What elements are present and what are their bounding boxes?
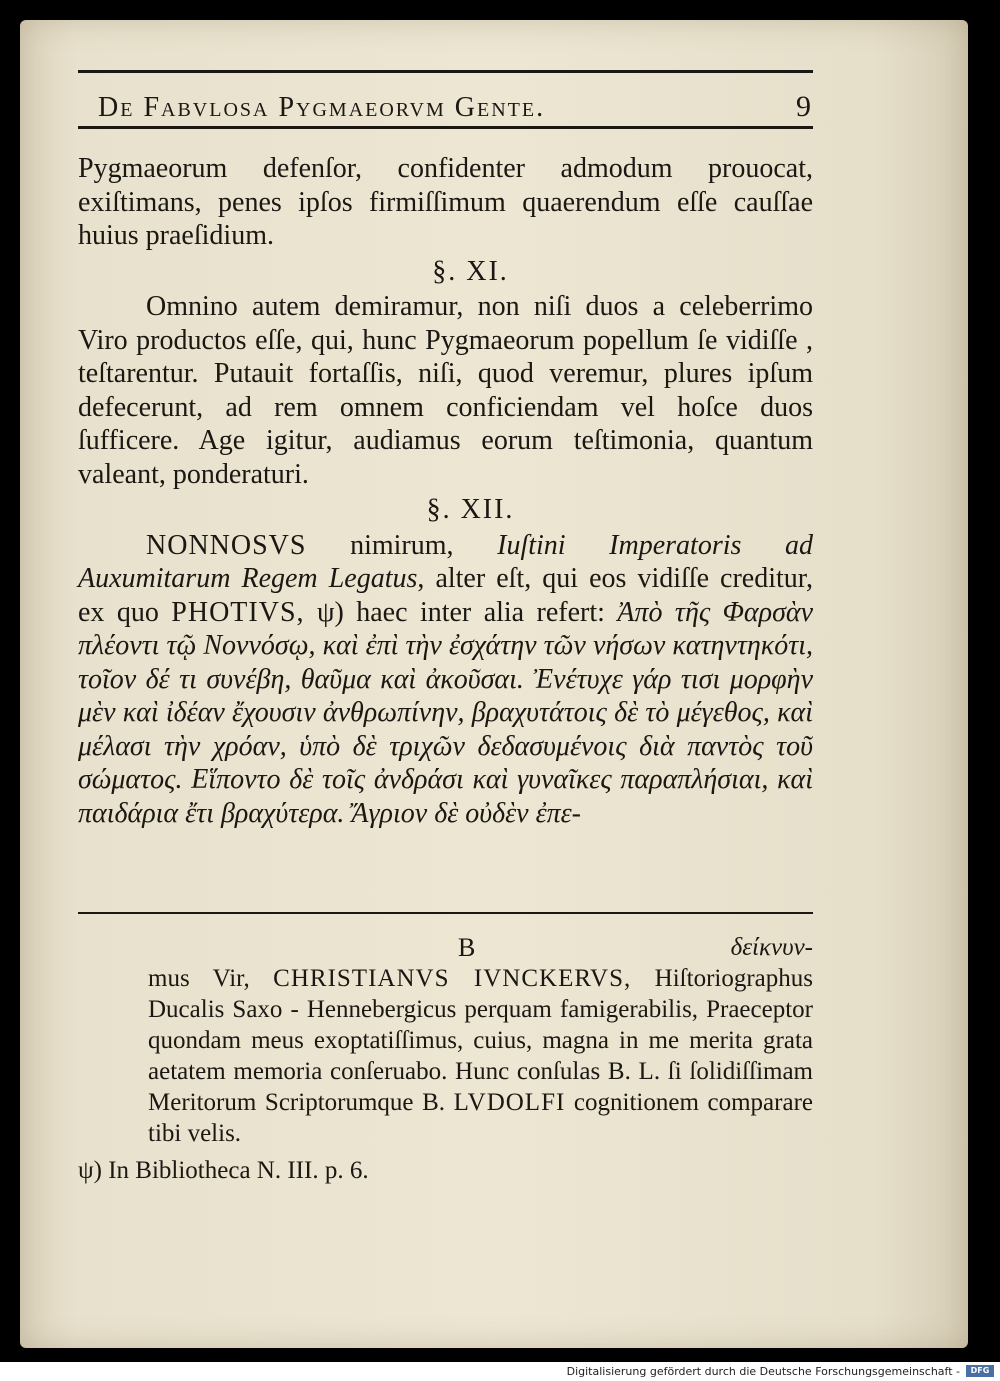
signature-mark: B bbox=[458, 933, 476, 962]
name-photius: PHOTIVS, bbox=[171, 596, 305, 628]
greek-quotation: Ἀπὸ τῆς Φαρσὰν πλέοντι τῷ Νοννόσῳ, καὶ ἐπὶ τὴν ἐσχάτην τῶν νήσων κατηντηκότι, τοῖον δέ τι συνέβη, θαῦμα καὶ ἀκοῦσαι. Ἐνέτυχε γάρ τισι μορφὴν μὲν καὶ ἰδέαν ἔχουσιν ἀνθρωπίνην, βραχυτάτοις δὲ τὸ μέγεθος, καὶ μέλασι τὴν χρόαν, ὑπὸ δὲ τριχῶν δεδασυμένοις διὰ παντὸς τοῦ σώματος. Εἵποντο δὲ τοῖς ἀνδράσι καὶ γυναῖκες παραπλήσιαι, καὶ παιδάρια ἔτι βραχύτερα. Ἄγριον δὲ οὐδὲν ἐπε- bbox=[78, 596, 814, 829]
name-ludolfi: LVDOLFI bbox=[453, 1089, 566, 1116]
header-rule-top bbox=[78, 70, 813, 73]
text-run: nimirum, bbox=[306, 529, 498, 561]
signature-line bbox=[78, 932, 813, 963]
header-rule-bottom bbox=[78, 126, 813, 129]
footnote-psi: ψ) In Bibliotheca N. III. p. 6. bbox=[78, 1157, 369, 1184]
page-number: 9 bbox=[796, 90, 813, 123]
name-nonnosus: NONNOSVS bbox=[146, 529, 307, 561]
paragraph-2: Omnino autem demiramur, non niſi duos a celeberrimo Viro productos eſſe, qui, hunc Pygmaeorum popellum ſe vidiſſe , teſtarentur. Putauit fortaſſis, niſi, quod veremur, plures ipſum defecerunt, ad rem omnem conficiendam vel hoſce duos ſufficere. Age igitur, audiamus eorum teſtimonia, quantum valeant, ponderaturi. bbox=[78, 291, 813, 490]
running-title: De Fabvlosa Pygmaeorvm Gente. bbox=[98, 92, 546, 123]
text-run: mus Vir, bbox=[148, 965, 274, 992]
dfg-credit: Digitalisierung gefördert durch die Deutsche Forschungsgemeinschaft - bbox=[566, 1365, 960, 1378]
footnote-rule bbox=[78, 912, 813, 914]
italic-title: Iuſtini Imperatoris ad Auxumitarum Regem Legatus bbox=[78, 529, 813, 594]
main-text bbox=[78, 152, 813, 830]
text-run: Hiſtoriographus Ducalis Saxo - Hennebergicus perquam famigerabilis, Praeceptor quondam meus exoptatiſſimus, cuius, magna in me merita grata aetatem memoria conſeruabo. Hunc conſulas B. L. ſi ſolidiſſimam Meritorum Scriptorumque B. bbox=[148, 965, 813, 1116]
book-page bbox=[20, 20, 968, 1348]
catchword: δείκνυν- bbox=[730, 934, 813, 961]
text-run: cognitionem comparare tibi velis. bbox=[148, 1089, 813, 1147]
footnote-b bbox=[78, 963, 813, 1149]
dfg-logo-icon: DFG bbox=[966, 1365, 994, 1377]
text-run: ψ) haec inter alia refert: bbox=[304, 596, 618, 628]
text-run: , alter eſt, qui eos vidiſſe creditur, ex quo bbox=[78, 563, 813, 628]
name-iunckerus: CHRISTIANVS IVNCKERVS, bbox=[273, 965, 632, 992]
paragraph-1: Pygmaeorum defenſor, confidenter admodum prouocat, exiſtimans, penes ipſos firmiſſimum quaerendum eſſe cauſſae huius praeſidium. bbox=[78, 153, 813, 251]
digitization-footer bbox=[0, 1362, 1000, 1381]
paragraph-3 bbox=[78, 529, 813, 831]
section-heading-xii: §. XII. bbox=[426, 494, 515, 525]
section-heading-xi: §. XI. bbox=[432, 255, 509, 287]
footnotes bbox=[78, 932, 813, 1186]
